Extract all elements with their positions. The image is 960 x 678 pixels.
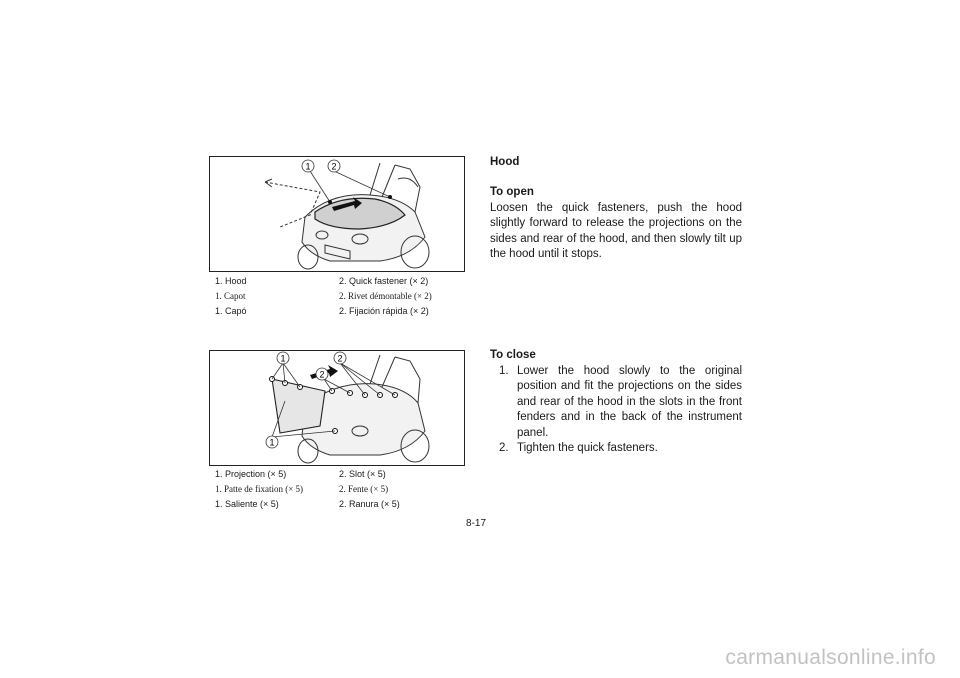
page-number: 8-17 bbox=[466, 518, 487, 529]
caption-label-rivet: 2. Rivet démontable (× 2) bbox=[339, 291, 432, 301]
atv-hood-illustration bbox=[210, 157, 464, 271]
caption-row-en bbox=[215, 274, 465, 289]
close-step-text: Tighten the quick fasteners. bbox=[517, 442, 658, 454]
caption-label-ranura: 2. Ranura (× 5) bbox=[339, 499, 400, 509]
callout-1-label: 1 bbox=[305, 161, 311, 172]
open-paragraph: Loosen the quick fasteners, push the hood slightly forward to release the projections on the sides and rear of the hood, and then slowly tilt up the hood until it stops. bbox=[490, 201, 742, 260]
figure1-caption bbox=[215, 274, 465, 319]
callout-2-label: 2 bbox=[331, 161, 337, 172]
caption-label-capot: 1. Capot bbox=[215, 291, 246, 301]
callout-1-bottom-label: 1 bbox=[269, 437, 275, 448]
figure2-caption bbox=[215, 467, 465, 512]
caption-label-slot: 2. Slot (× 5) bbox=[339, 469, 386, 479]
caption-row-es bbox=[215, 497, 465, 512]
caption-label-patte: 1. Patte de fixation (× 5) bbox=[215, 484, 304, 494]
watermark: carmanualsonline.info bbox=[725, 646, 936, 669]
close-heading: To close bbox=[490, 349, 536, 361]
caption-row-en bbox=[215, 467, 465, 482]
close-step bbox=[490, 364, 742, 442]
caption-row-es bbox=[215, 304, 465, 319]
caption-row-fr bbox=[215, 482, 465, 497]
caption-row-fr bbox=[215, 289, 465, 304]
callout-2-top-label: 2 bbox=[337, 353, 343, 364]
caption-label-fente: 2. Fente (× 5) bbox=[339, 484, 389, 494]
caption-label-fastener: 2. Quick fastener (× 2) bbox=[339, 276, 429, 286]
atv-projection-illustration bbox=[210, 351, 464, 465]
close-step-number: 1. bbox=[499, 364, 509, 377]
close-step-number: 2. bbox=[499, 442, 509, 454]
open-heading: To open bbox=[490, 186, 534, 198]
open-section bbox=[490, 185, 742, 263]
section-title: Hood bbox=[490, 156, 520, 168]
callout-1-top-label: 1 bbox=[280, 353, 286, 364]
caption-label-capo: 1. Capó bbox=[215, 306, 247, 316]
figure-hood-close bbox=[209, 350, 465, 466]
close-step bbox=[490, 441, 742, 457]
close-section bbox=[490, 348, 742, 457]
figure-hood-open bbox=[209, 156, 465, 272]
caption-label-projection: 1. Projection (× 5) bbox=[215, 469, 287, 479]
caption-label-hood: 1. Hood bbox=[215, 276, 247, 286]
caption-label-saliente: 1. Saliente (× 5) bbox=[215, 499, 279, 509]
caption-label-fijacion: 2. Fijación rápida (× 2) bbox=[339, 306, 429, 316]
close-step-text: Lower the hood slowly to the original position and fit the projections on the sides and rear of the hood in the slots in the front fenders and in the back of the instrument panel. bbox=[517, 364, 742, 439]
callout-2-mid-label: 2 bbox=[319, 369, 325, 380]
